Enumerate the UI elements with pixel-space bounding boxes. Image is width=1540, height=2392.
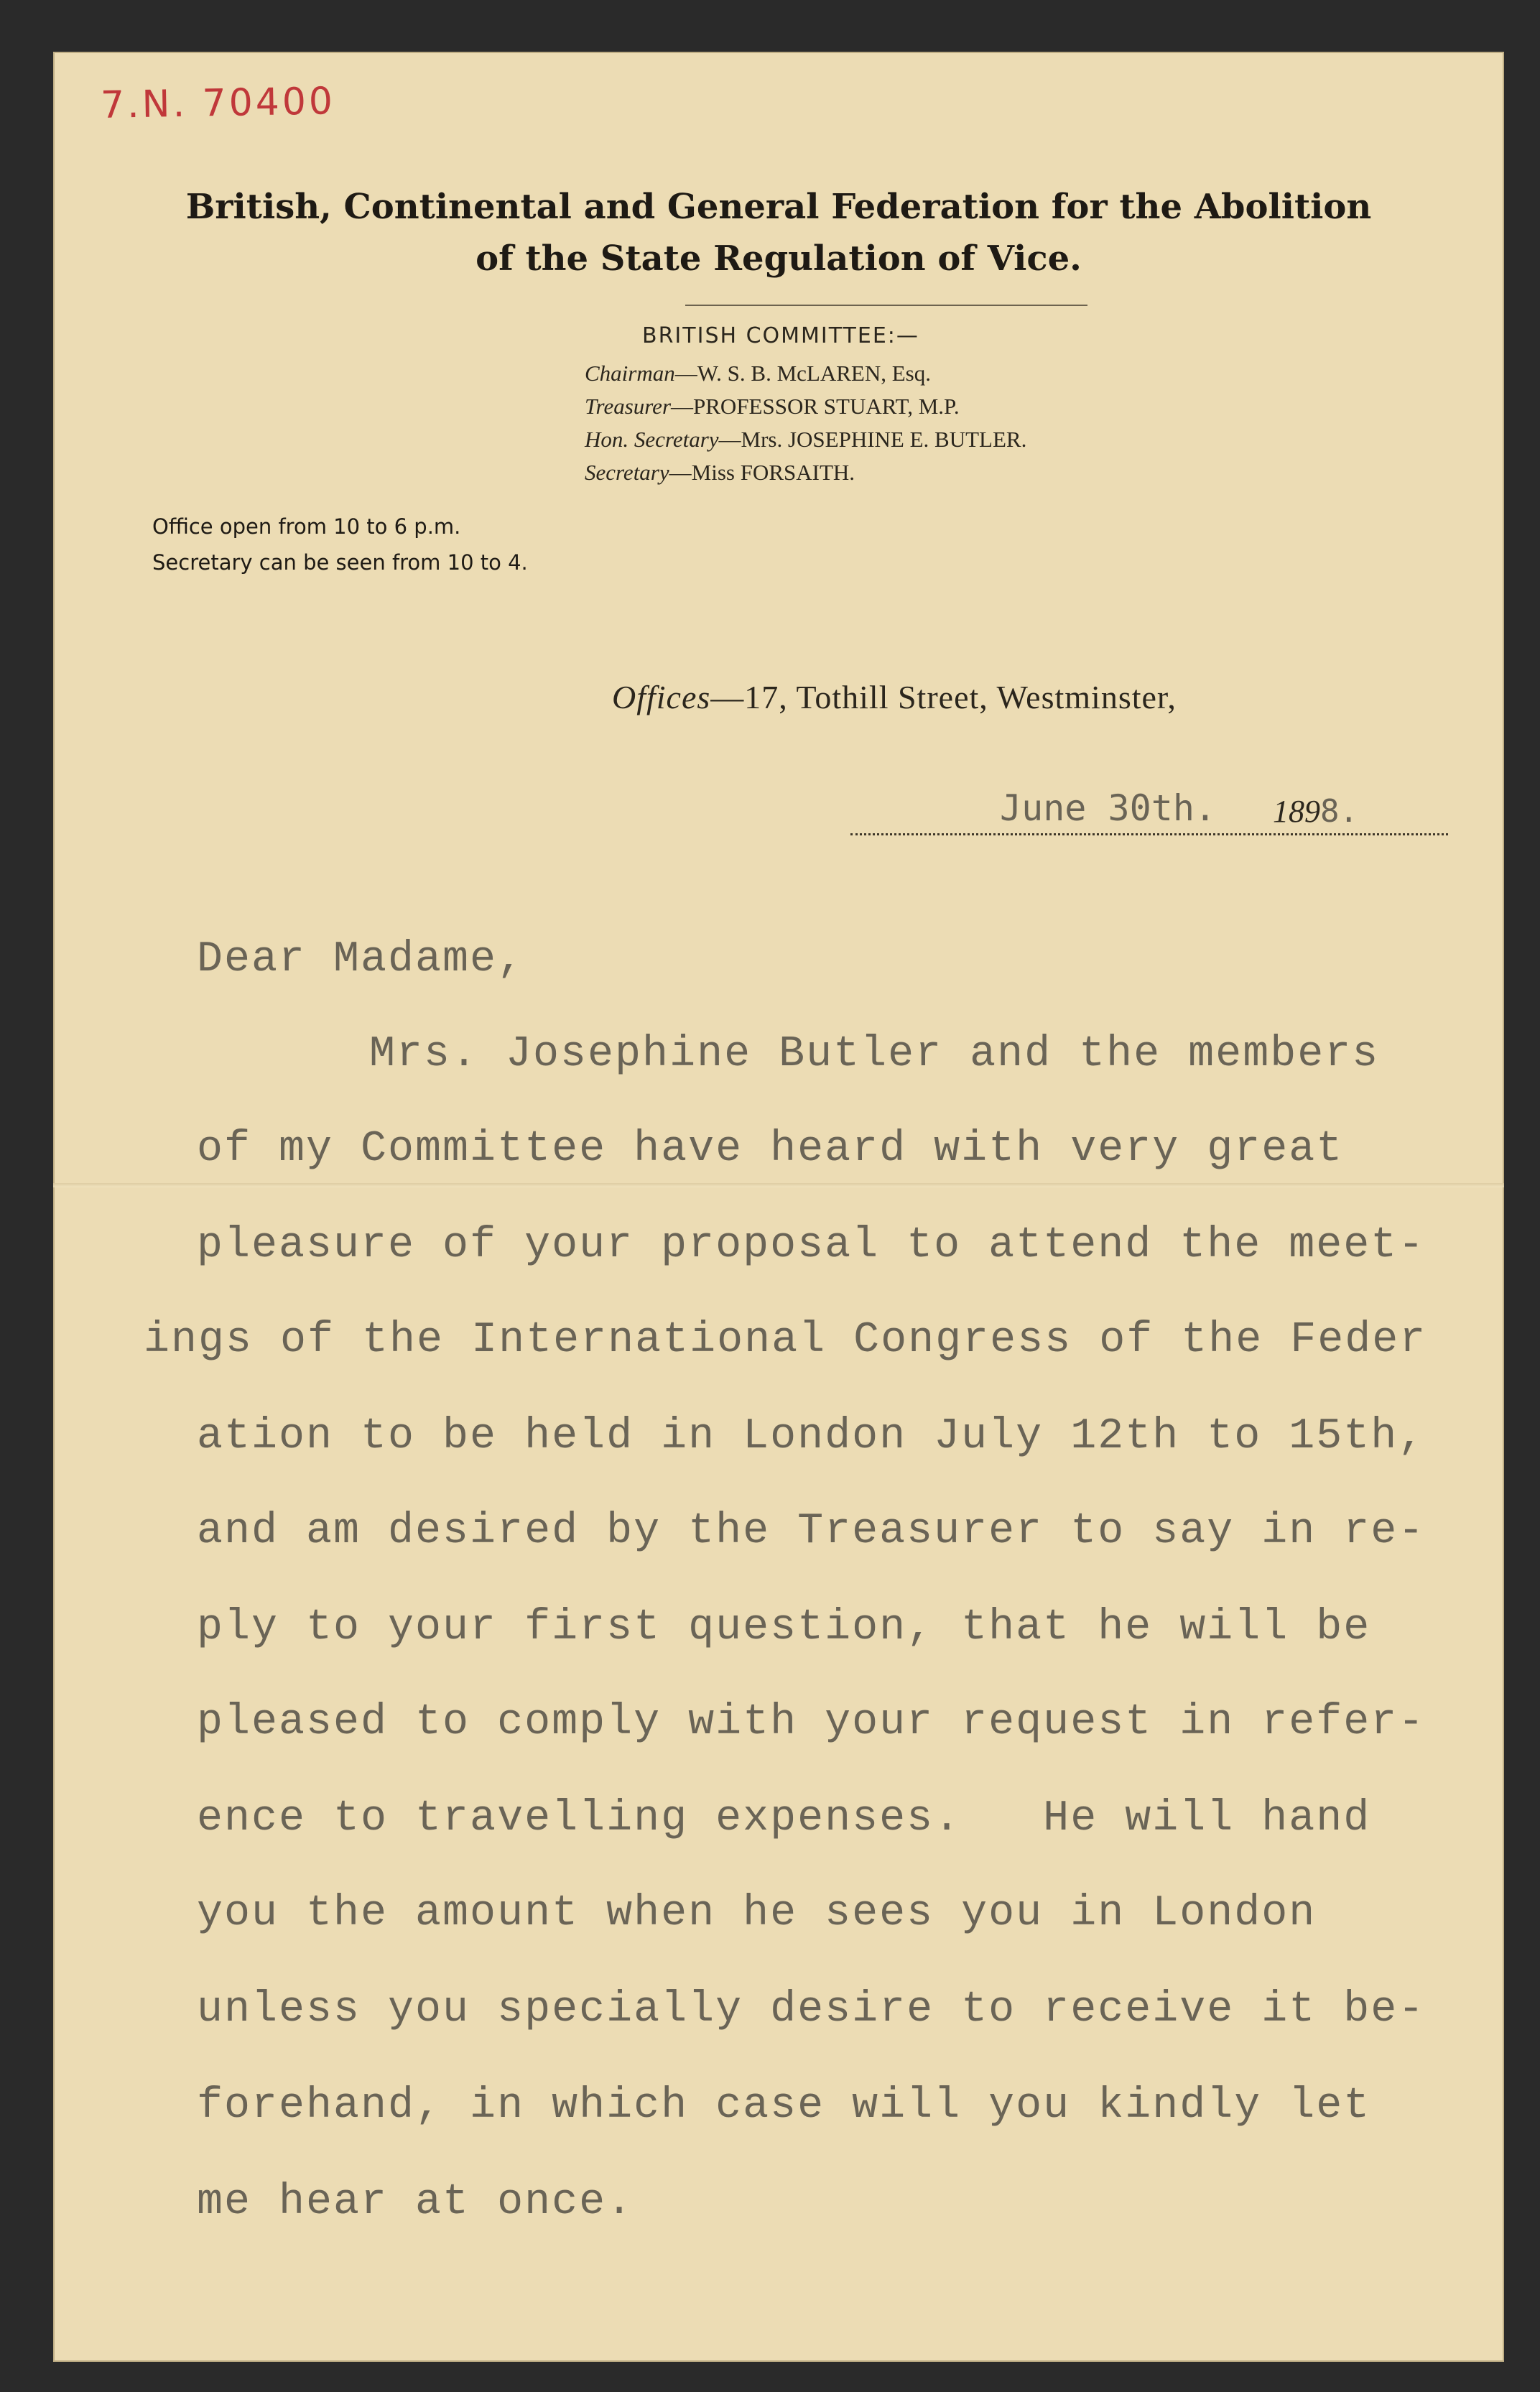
- letter-line: of my Committee have heard with very great: [197, 1125, 1344, 1174]
- date-line: [850, 784, 1448, 835]
- letter-line: ation to be held in London July 12th to 15th,: [197, 1412, 1426, 1461]
- archive-mark: 7.N. 70400: [100, 80, 336, 127]
- office-address: Offices—17, Tothill Street, Westminster,: [612, 679, 1177, 715]
- letter-line: forehand, in which case will you kindly let: [197, 2082, 1371, 2131]
- date-year-typed: 8.: [1320, 793, 1358, 830]
- committee-member-hon-secretary: Hon. Secretary—Mrs. JOSEPHINE E. BUTLER.: [585, 427, 1027, 452]
- letterhead-divider: [685, 305, 1087, 306]
- committee-name: PROFESSOR STUART, M.P.: [693, 394, 960, 419]
- letter-line: Mrs. Josephine Butler and the members: [369, 1030, 1380, 1079]
- letter-sheet: [53, 52, 1504, 2362]
- address-label: Offices: [612, 679, 711, 715]
- committee-heading: BRITISH COMMITTEE:—: [642, 323, 919, 348]
- committee-member-treasurer: Treasurer—PROFESSOR STUART, M.P.: [585, 394, 960, 419]
- date-year-printed: 189: [1273, 794, 1320, 829]
- committee-member-chairman: Chairman—W. S. B. McLAREN, Esq.: [585, 361, 931, 386]
- letter-line: pleasure of your proposal to attend the meet-: [197, 1221, 1426, 1270]
- committee-name: W. S. B. McLAREN, Esq.: [697, 361, 931, 386]
- letterhead-title-line-2: of the State Regulation of Vice.: [476, 238, 1082, 279]
- committee-role: Secretary: [585, 460, 669, 485]
- letterhead-title-line-1: British, Continental and General Federation for the Abolition: [185, 187, 1372, 227]
- letter-line: you the amount when he sees you in London: [197, 1889, 1317, 1938]
- committee-member-secretary: Secretary—Miss FORSAITH.: [585, 460, 855, 485]
- secretary-hours-line: Secretary can be seen from 10 to 4.: [152, 550, 528, 575]
- letter-line: and am desired by the Treasurer to say in re-: [197, 1507, 1426, 1556]
- committee-name: Mrs. JOSEPHINE E. BUTLER.: [741, 427, 1027, 452]
- date-year: [1273, 793, 1358, 830]
- committee-role: Chairman: [585, 361, 675, 386]
- letter-line: ence to travelling expenses. He will hand: [197, 1794, 1371, 1843]
- letter-line: me hear at once.: [197, 2178, 634, 2227]
- date-typed: June 30th.: [1000, 787, 1217, 829]
- letter-line: ply to your first question, that he will be: [197, 1603, 1371, 1652]
- letter-line: unless you specially desire to receive it be-: [197, 1985, 1426, 2034]
- committee-name: Miss FORSAITH.: [691, 460, 855, 485]
- paper-fold: [53, 1183, 1504, 1187]
- office-hours-line: Office open from 10 to 6 p.m.: [152, 514, 461, 539]
- committee-role: Treasurer: [585, 394, 672, 419]
- letter-line: pleased to comply with your request in refer-: [197, 1698, 1426, 1747]
- letter-line: ings of the International Congress of the Feder: [144, 1316, 1427, 1365]
- salutation: Dear Madame,: [197, 935, 525, 984]
- committee-role: Hon. Secretary: [585, 427, 719, 452]
- address-text: 17, Tothill Street, Westminster,: [744, 679, 1177, 715]
